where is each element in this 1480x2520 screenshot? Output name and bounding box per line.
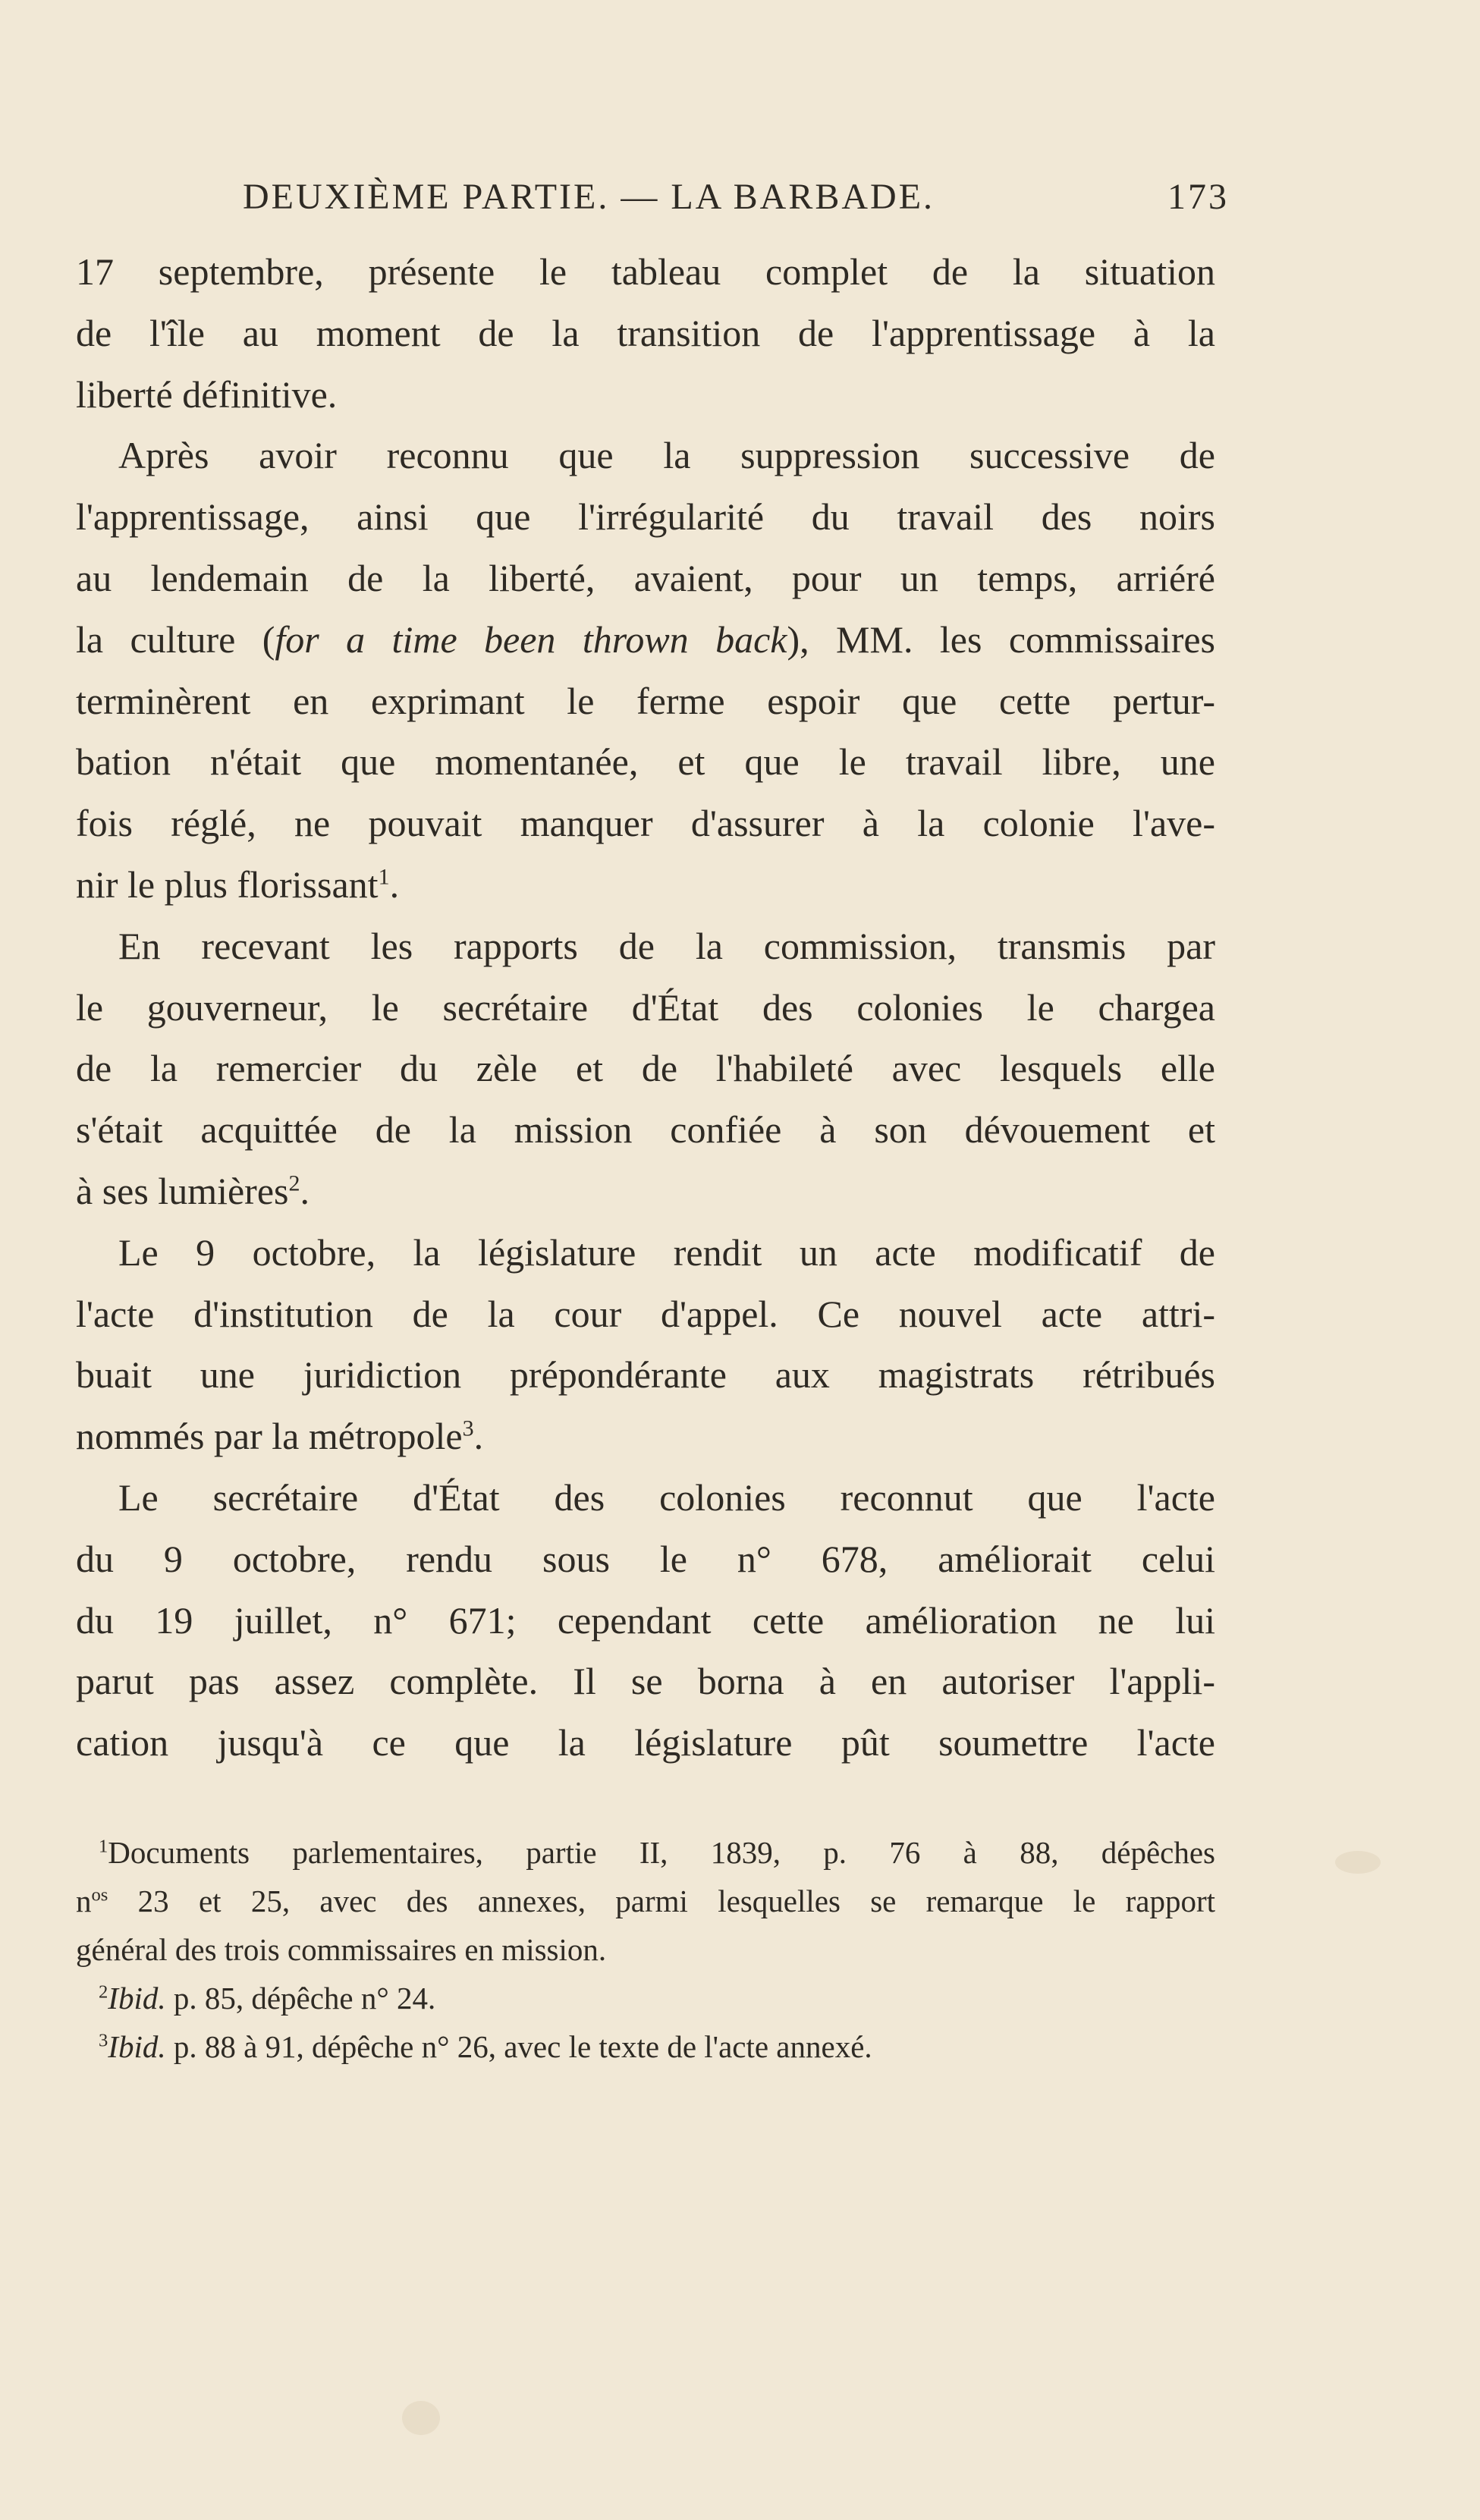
footnote-2 bbox=[76, 1974, 1215, 2022]
text-run: la culture ( bbox=[76, 617, 275, 661]
text-line: buait une juridiction prépondérante aux magistrats rétribués bbox=[76, 1353, 1215, 1397]
text-line: fois réglé, ne pouvait manquer d'assurer à la colonie l'ave- bbox=[76, 802, 1215, 845]
text-line: l'acte d'institution de la cour d'appel. Ce nouvel acte attri- bbox=[76, 1292, 1215, 1335]
footnote-ibid: Ibid. bbox=[108, 2029, 166, 2064]
text-line: Le secrétaire d'État des colonies reconnut que l'acte bbox=[118, 1475, 1215, 1519]
page-number: 173 bbox=[1167, 177, 1229, 217]
footnote-marker: 2 bbox=[99, 1981, 108, 2003]
text-run: nommés par la métropole bbox=[76, 1415, 463, 1458]
footnote-text: Documents parlementaires, partie II, 1839, p. 76 à 88, dépêches bbox=[108, 1835, 1215, 1870]
paper-stain bbox=[402, 2401, 440, 2435]
text-run: . bbox=[389, 863, 400, 906]
text-line: bation n'était que momentanée, et que le travail libre, une bbox=[76, 740, 1215, 784]
footnote-ref-3[interactable]: 3 bbox=[462, 1416, 474, 1441]
text-line bbox=[76, 854, 1215, 916]
text-run: à ses lumières bbox=[76, 1169, 289, 1212]
footnote-3 bbox=[76, 2022, 1215, 2071]
text-line: terminèrent en exprimant le ferme espoir que cette pertur- bbox=[76, 679, 1215, 722]
text-line: de l'île au moment de la transition de l'apprentissage à la bbox=[76, 311, 1215, 354]
body-text bbox=[76, 241, 1215, 1774]
text-line bbox=[76, 1161, 1215, 1222]
footnotes bbox=[76, 1828, 1215, 2071]
footnote-marker: 3 bbox=[99, 2030, 108, 2051]
text-line: 17 septembre, présente le tableau complet de la situation bbox=[76, 250, 1215, 293]
footnote-ref-2[interactable]: 2 bbox=[288, 1170, 300, 1196]
footnote-text: n bbox=[76, 1884, 92, 1918]
text-line: cation jusqu'à ce que la législature pût soumettre l'acte bbox=[76, 1721, 1215, 1764]
text-line: Après avoir reconnu que la suppression successive de bbox=[118, 434, 1215, 477]
text-line: liberté définitive. bbox=[76, 372, 338, 416]
paper-stain bbox=[1335, 1851, 1381, 1874]
footnote-1-continued bbox=[76, 1877, 1215, 1925]
footnote-ibid: Ibid. bbox=[108, 1981, 166, 2016]
footnote-text: p. 85, dépêche n° 24. bbox=[165, 1981, 436, 2016]
footnote-1-continued: général des trois commissaires en mission. bbox=[76, 1932, 607, 1967]
text-line: l'apprentissage, ainsi que l'irrégularité du travail des noirs bbox=[76, 495, 1215, 539]
english-quotation: for a time been thrown back bbox=[275, 617, 787, 661]
text-line: parut pas assez complète. Il se borna à en autoriser l'appli- bbox=[76, 1660, 1215, 1703]
footnote-text: os bbox=[91, 1884, 108, 1906]
footnote-1 bbox=[76, 1828, 1215, 1877]
text-line: du 9 octobre, rendu sous le n° 678, améliorait celui bbox=[76, 1537, 1215, 1580]
footnote-text: 23 et 25, avec des annexes, parmi lesquelles se remarque le rapport bbox=[108, 1884, 1215, 1918]
text-line: de la remercier du zèle et de l'habileté avec lesquels elle bbox=[76, 1047, 1215, 1090]
running-head-title: DEUXIÈME PARTIE. — LA BARBADE. bbox=[243, 177, 935, 217]
text-run: ), MM. les commissaires bbox=[787, 617, 1215, 661]
footnote-ref-1[interactable]: 1 bbox=[378, 864, 390, 890]
text-run: . bbox=[473, 1415, 484, 1458]
text-line bbox=[76, 609, 1215, 671]
text-line: du 19 juillet, n° 671; cependant cette amélioration ne lui bbox=[76, 1598, 1215, 1642]
text-line bbox=[76, 1406, 1215, 1467]
text-line: En recevant les rapports de la commission, transmis par bbox=[118, 924, 1215, 967]
running-head bbox=[243, 176, 1229, 229]
text-run: . bbox=[300, 1169, 310, 1212]
text-line: le gouverneur, le secrétaire d'État des colonies le chargea bbox=[76, 985, 1215, 1029]
text-line: s'était acquittée de la mission confiée à son dévouement et bbox=[76, 1108, 1215, 1152]
text-run: nir le plus florissant bbox=[76, 863, 379, 906]
footnote-marker: 1 bbox=[99, 1836, 108, 1857]
footnote-text: p. 88 à 91, dépêche n° 26, avec le texte de l'acte annexé. bbox=[165, 2029, 872, 2064]
text-line: Le 9 octobre, la législature rendit un acte modificatif de bbox=[118, 1230, 1215, 1274]
text-line: au lendemain de la liberté, avaient, pour un temps, arriéré bbox=[76, 556, 1215, 599]
